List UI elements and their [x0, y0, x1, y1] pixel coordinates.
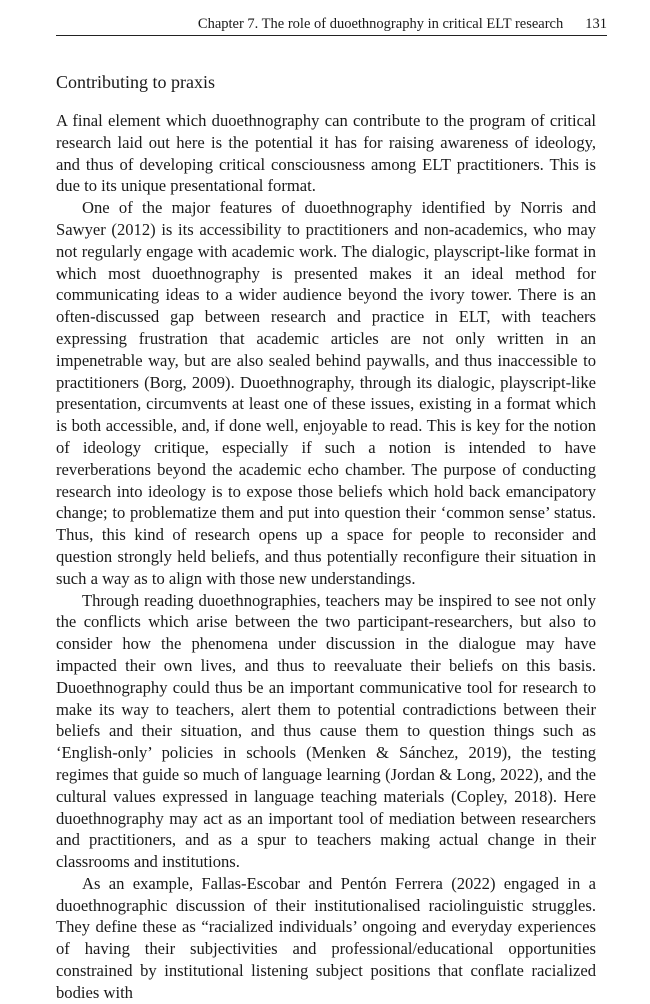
paragraph: A final element which duoethnography can contribute to the program of critical research laid out here is the potential it has for raising awareness of ideology, and thus of developing critical consciousness among ELT practitioners. This is due to its unique presentational format. [56, 111, 596, 196]
paragraph: As an example, Fallas-Escobar and Pentón Ferrera (2022) engaged in a duoethnographic discussion of their institutionalised raciolinguistic struggles. They define these as “racialized individuals’ ongoing and everyday experiences of having their subjectivities and professional/educational opportunities constrained by institutional listening subject positions that conflate racialized bodies with [56, 873, 596, 1002]
page-number: 131 [585, 16, 607, 32]
paragraph: Through reading duoethnographies, teachers may be inspired to see not only the conflicts which arise between the two participant-researchers, but also to consider how the phenomena under discussion in the dialogue may have impacted their own lives, and thus to reevaluate their beliefs on this basis. Duoethnography could thus be an important communicative tool for research to make its way to teachers, alert them to potential contradictions between their beliefs and their situation, and thus cause them to question things such as ‘English-only’ policies in schools (Menken & Sánchez, 2019), the testing regimes that guide so much of language learning (Jordan & Long, 2022), and the cultural values expressed in language teaching materials (Copley, 2018). Here duoethnography may act as an important tool of mediation between researchers and practitioners, and as a spur to teachers making actual change in their classrooms and institutions. [56, 590, 596, 872]
section-heading: Contributing to praxis [56, 72, 215, 92]
running-head [56, 14, 607, 36]
body-text [56, 110, 596, 1004]
chapter-title: Chapter 7. The role of duoethnography in critical ELT research [197, 16, 564, 32]
paragraph: One of the major features of duoethnography identified by Norris and Sawyer (2012) is its accessibility to practitioners and non-academics, who may not regularly engage with academic work. The dialogic, playscript-like format in which most duoethnography is presented makes it an ideal method for communicating ideas to a wider audience beyond the ivory tower. There is an often-discussed gap between research and practice in ELT, with teachers expressing frustration that academic articles are not only written in an impenetrable way, but are also sealed behind paywalls, and thus inaccessible to practitioners (Borg, 2009). Duoethnography, through its dialogic, playscript-like presentation, circumvents at least one of these issues, existing in a format which is both accessible, and, if done well, enjoyable to read. This is key for the notion of ideology critique, especially if such a notion is intended to have reverberations beyond the academic echo chamber. The purpose of conducting research into ideology is to expose those beliefs which hold back emancipatory change; to problematize them and put into question their ‘common sense’ status. Thus, this kind of research opens up a space for people to reconsider and question strongly held beliefs, and thus potentially reconfigure their situation in such a way as to align with those new understandings. [56, 198, 596, 588]
